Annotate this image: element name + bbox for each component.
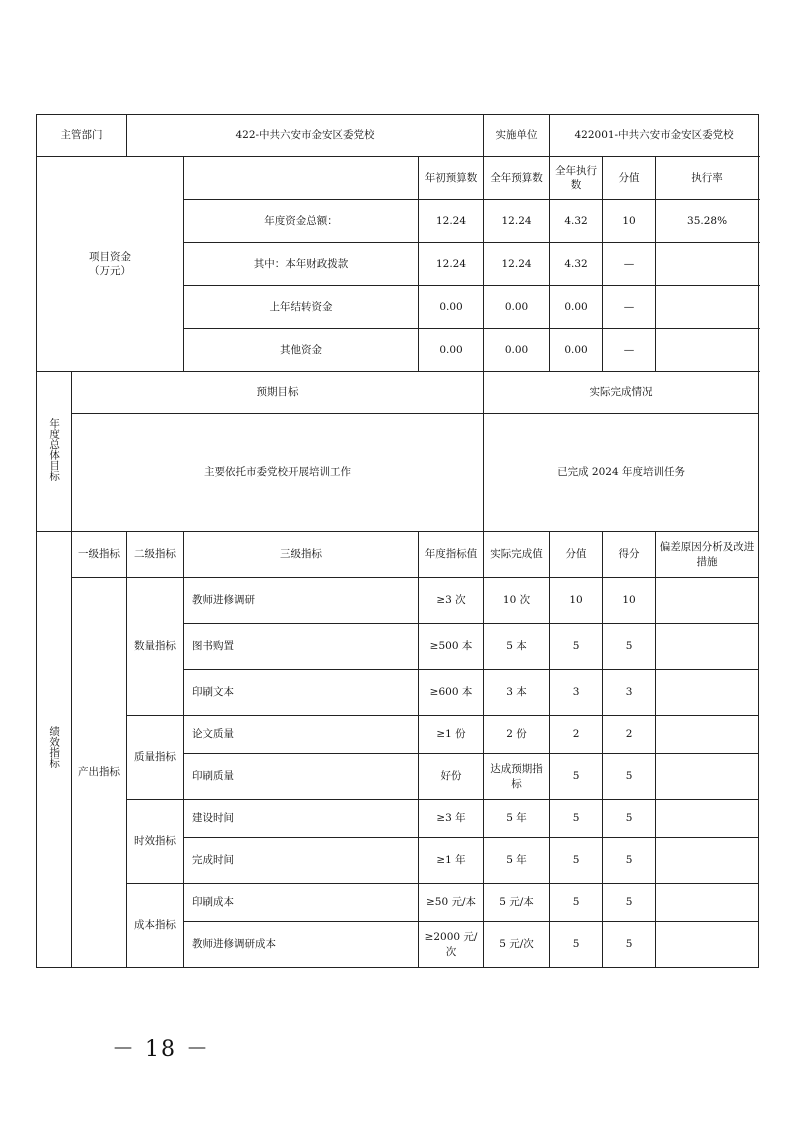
perf-item-target-text: 好份 (440, 770, 462, 783)
perf-header (184, 532, 419, 578)
perf-item-target-text: ≥2000 元/次 (424, 931, 478, 958)
perf-item-name-text: 印刷质量 (192, 770, 234, 783)
perf-item-value (550, 578, 603, 624)
perf-item-actual-text: 10 次 (502, 594, 531, 607)
funds-score_value-text: — (623, 257, 635, 270)
perf-item-actual (484, 716, 550, 754)
perf-item-score (603, 578, 656, 624)
perf-item-target (419, 800, 484, 838)
perf-header-text: 二级指标 (134, 548, 176, 561)
perf-item-actual (484, 922, 550, 968)
perf-label (37, 532, 72, 968)
funds-rate (656, 329, 759, 372)
perf-item-name (184, 754, 419, 800)
perf-item-target (419, 884, 484, 922)
perf-item-name-text: 建设时间 (192, 812, 234, 825)
funds-score_value (603, 286, 656, 329)
page-number: － 18 － (112, 1037, 210, 1062)
perf-header (656, 532, 759, 578)
funds-annual-text: 0.00 (504, 343, 529, 356)
perf-item-value (550, 754, 603, 800)
perf-item-score (603, 754, 656, 800)
perf-item-value-text: 5 (572, 812, 580, 825)
perf-item-value-text: 5 (572, 938, 580, 951)
perf-header (484, 532, 550, 578)
funds-score_value (603, 200, 656, 243)
perf-item-value (550, 716, 603, 754)
goals-label-text: 年度总体目标 (48, 417, 61, 481)
perf-item-name-text: 教师进修调研 (192, 594, 255, 607)
perf-item-name-text: 图书购置 (192, 640, 234, 653)
funds-col-header-text: 分值 (618, 171, 640, 184)
perf-item-value (550, 838, 603, 884)
perf-level2 (127, 578, 184, 716)
perf-item-score-text: 5 (625, 938, 633, 951)
funds-rate (656, 286, 759, 329)
perf-item-actual-text: 3 本 (506, 686, 527, 699)
perf-item-score-text: 5 (625, 812, 633, 825)
perf-item-actual-text: 5 年 (506, 854, 527, 867)
funds-row-name (184, 286, 419, 329)
perf-item-actual-text: 5 元/次 (499, 938, 534, 951)
funds-label (37, 157, 184, 372)
funds-row-name-text: 年度资金总额： (264, 214, 338, 227)
unit-label (484, 115, 550, 157)
funds-annual-text: 0.00 (504, 300, 529, 313)
perf-item-name (184, 884, 419, 922)
funds-row-name-text: 其中：本年财政拨款 (253, 257, 349, 270)
perf-item-name (184, 838, 419, 884)
perf-header-text: 实际完成值 (490, 548, 543, 561)
perf-header (419, 532, 484, 578)
funds-executed-text: 0.00 (564, 343, 588, 356)
funds-executed (550, 243, 603, 286)
funds-initial-text: 12.24 (435, 214, 467, 227)
goals-label (37, 372, 72, 532)
perf-item-actual (484, 838, 550, 884)
funds-row-name (184, 200, 419, 243)
perf-item-score-text: 3 (625, 686, 633, 699)
perf-header (72, 532, 127, 578)
unit-value (550, 115, 759, 157)
perf-item-name-text: 印刷成本 (192, 896, 234, 909)
dept-value (127, 115, 484, 157)
funds-col-header-text: 全年执行数 (555, 164, 598, 191)
funds-rate-text: 35.28% (687, 214, 728, 227)
perf-item-value-text: 10 (569, 594, 583, 607)
funds-rate (656, 200, 759, 243)
perf-item-note (656, 670, 759, 716)
perf-item-score (603, 838, 656, 884)
perf-level1 (72, 578, 127, 968)
funds-col-header (550, 157, 603, 200)
dept-label (37, 115, 127, 157)
perf-item-actual (484, 800, 550, 838)
funds-annual-text: 12.24 (501, 214, 532, 227)
perf-item-name-text: 教师进修调研成本 (192, 938, 276, 951)
perf-item-target (419, 754, 484, 800)
perf-level2-text: 数量指标 (134, 640, 176, 653)
perf-item-score (603, 670, 656, 716)
perf-item-actual-text: 5 年 (506, 812, 527, 825)
perf-header (603, 532, 656, 578)
perf-item-value-text: 5 (572, 770, 580, 783)
dept-label-text: 主管部门 (60, 129, 103, 142)
unit-value-text: 422001-中共六安市金安区委党校 (574, 129, 734, 142)
perf-item-value (550, 884, 603, 922)
performance-table (36, 114, 759, 968)
perf-header-text: 分值 (565, 548, 587, 561)
goals-actual-header-text: 实际完成情况 (589, 386, 653, 399)
perf-item-target-text: ≥3 次 (436, 594, 466, 607)
perf-item-score-text: 5 (625, 640, 633, 653)
perf-level2 (127, 716, 184, 800)
funds-annual (484, 243, 550, 286)
funds-initial-text: 0.00 (439, 343, 463, 356)
perf-item-target (419, 670, 484, 716)
funds-row-name-text: 上年结转资金 (269, 300, 333, 313)
perf-item-value-text: 5 (572, 640, 580, 653)
perf-header (550, 532, 603, 578)
funds-initial (419, 329, 484, 372)
perf-item-value (550, 800, 603, 838)
perf-item-name (184, 800, 419, 838)
funds-initial (419, 286, 484, 329)
goals-actual-header (484, 372, 759, 414)
perf-item-value-text: 5 (572, 854, 580, 867)
funds-label-text: 项目资金 （万元） (89, 250, 131, 277)
funds-annual (484, 200, 550, 243)
perf-item-value (550, 670, 603, 716)
funds-score_value-text: 10 (622, 214, 636, 227)
perf-item-value-text: 3 (572, 686, 580, 699)
perf-header (127, 532, 184, 578)
perf-item-target-text: ≥500 本 (429, 640, 473, 653)
perf-item-score (603, 624, 656, 670)
funds-executed (550, 200, 603, 243)
goals-expected (72, 414, 484, 532)
funds-initial-text: 12.24 (435, 257, 467, 270)
perf-level2-text: 时效指标 (134, 835, 176, 848)
perf-item-note (656, 838, 759, 884)
perf-header-text: 偏差原因分析及改进措施 (659, 541, 755, 568)
perf-item-note (656, 754, 759, 800)
funds-initial (419, 200, 484, 243)
perf-item-score (603, 800, 656, 838)
perf-item-actual-text: 5 元/本 (499, 896, 534, 909)
perf-item-target-text: ≥600 本 (429, 686, 473, 699)
goals-actual (484, 414, 759, 532)
funds-col-header (419, 157, 484, 200)
perf-item-target-text: ≥50 元/本 (425, 896, 477, 909)
perf-item-target (419, 578, 484, 624)
funds-col-header-text: 年初预算数 (424, 171, 478, 184)
perf-header-text: 得分 (618, 548, 640, 561)
perf-item-name-text: 印刷文本 (192, 686, 234, 699)
perf-item-note (656, 716, 759, 754)
perf-item-target (419, 922, 484, 968)
perf-item-score-text: 5 (625, 770, 633, 783)
goals-expected-header (72, 372, 484, 414)
funds-score_value-text: — (623, 300, 635, 313)
perf-header-text: 年度指标值 (424, 548, 478, 561)
perf-item-actual (484, 754, 550, 800)
perf-item-name-text: 论文质量 (192, 728, 234, 741)
funds-score_value (603, 329, 656, 372)
perf-level2 (127, 800, 184, 884)
perf-item-note (656, 578, 759, 624)
funds-col-header-text: 执行率 (691, 171, 723, 184)
perf-item-target (419, 624, 484, 670)
perf-item-actual-text: 达成预期指标 (490, 763, 543, 790)
perf-item-actual (484, 884, 550, 922)
perf-item-value-text: 2 (572, 728, 580, 741)
funds-executed-text: 0.00 (564, 300, 588, 313)
perf-level2-text: 质量指标 (134, 751, 176, 764)
perf-item-actual (484, 578, 550, 624)
funds-col-header (603, 157, 656, 200)
perf-item-name (184, 716, 419, 754)
perf-level2-text: 成本指标 (134, 919, 176, 932)
perf-item-target (419, 838, 484, 884)
perf-item-score (603, 884, 656, 922)
perf-item-name (184, 624, 419, 670)
funds-score_value (603, 243, 656, 286)
perf-item-name (184, 578, 419, 624)
funds-executed-text: 4.32 (564, 257, 588, 270)
perf-level1-text: 产出指标 (78, 766, 120, 779)
perf-item-note (656, 624, 759, 670)
goals-expected-text: 主要依托市委党校开展培训工作 (204, 466, 352, 479)
perf-item-target-text: ≥3 年 (436, 812, 466, 825)
perf-item-name (184, 922, 419, 968)
funds-col-header-text: 全年预算数 (490, 171, 543, 184)
funds-annual (484, 329, 550, 372)
perf-item-actual-text: 5 本 (506, 640, 527, 653)
perf-item-target-text: ≥1 份 (436, 728, 466, 741)
perf-item-value (550, 922, 603, 968)
funds-blank (184, 157, 419, 200)
funds-annual (484, 286, 550, 329)
perf-item-actual (484, 670, 550, 716)
funds-score_value-text: — (623, 343, 635, 356)
perf-item-name (184, 670, 419, 716)
perf-item-score-text: 5 (625, 896, 633, 909)
funds-annual-text: 12.24 (501, 257, 532, 270)
perf-item-actual (484, 624, 550, 670)
perf-item-value (550, 624, 603, 670)
perf-item-actual-text: 2 份 (506, 728, 527, 741)
perf-header-text: 三级指标 (280, 548, 322, 561)
perf-item-score (603, 716, 656, 754)
funds-initial (419, 243, 484, 286)
perf-header-text: 一级指标 (78, 548, 120, 561)
perf-item-score-text: 10 (622, 594, 636, 607)
perf-item-score-text: 2 (625, 728, 633, 741)
perf-item-target (419, 716, 484, 754)
funds-row-name (184, 243, 419, 286)
funds-row-name-text: 其他资金 (280, 343, 322, 356)
funds-initial-text: 0.00 (439, 300, 463, 313)
perf-item-score-text: 5 (625, 854, 633, 867)
unit-label-text: 实施单位 (495, 129, 538, 142)
perf-item-note (656, 800, 759, 838)
funds-executed (550, 286, 603, 329)
perf-item-note (656, 922, 759, 968)
dept-value-text: 422-中共六安市金安区委党校 (235, 129, 375, 142)
perf-item-score (603, 922, 656, 968)
perf-item-target-text: ≥1 年 (436, 854, 466, 867)
funds-col-header (484, 157, 550, 200)
perf-item-value-text: 5 (572, 896, 580, 909)
perf-item-note (656, 884, 759, 922)
perf-label-text: 绩效指标 (48, 726, 61, 769)
perf-level2 (127, 884, 184, 968)
funds-row-name (184, 329, 419, 372)
perf-item-name-text: 完成时间 (192, 854, 234, 867)
funds-rate (656, 243, 759, 286)
funds-executed (550, 329, 603, 372)
funds-executed-text: 4.32 (564, 214, 588, 227)
funds-col-header (656, 157, 759, 200)
goals-expected-header-text: 预期目标 (256, 386, 299, 399)
goals-actual-text: 已完成 2024 年度培训任务 (557, 466, 685, 479)
